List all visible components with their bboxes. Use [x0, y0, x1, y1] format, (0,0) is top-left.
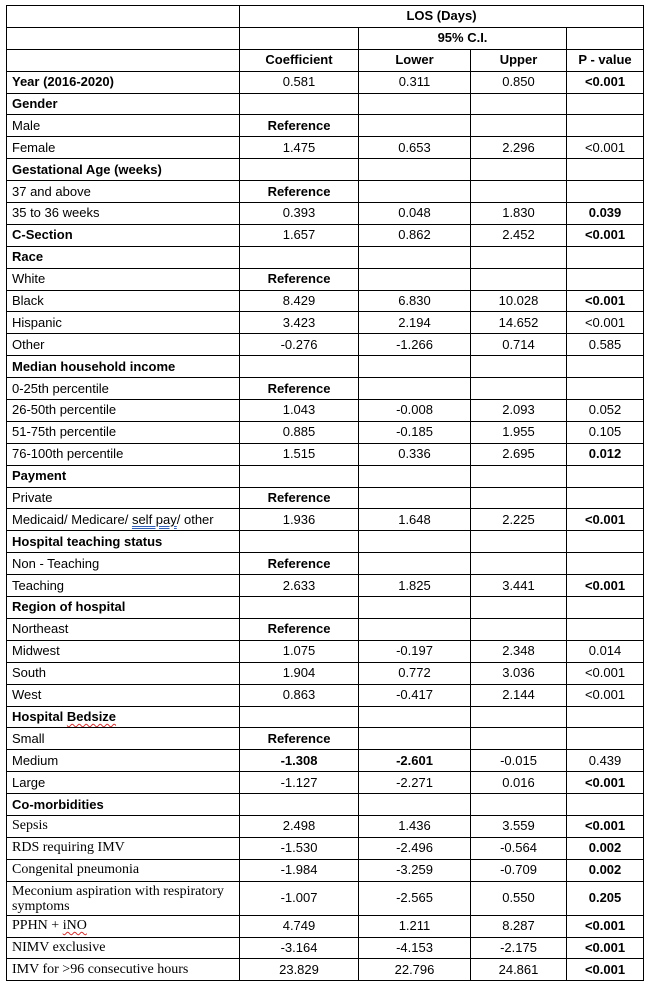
p-value-cell: 0.014 [567, 640, 644, 662]
upper-ci-cell [471, 597, 567, 619]
upper-ci-cell: 24.861 [471, 959, 567, 981]
coefficient-cell [240, 597, 359, 619]
p-value-cell: 0.205 [567, 881, 644, 915]
proofing-marked-word: self pay [131, 511, 177, 527]
coefficient-cell: Reference [240, 487, 359, 509]
proofing-marked-word: iNO [62, 918, 87, 934]
header-empty-cell [7, 6, 240, 28]
lower-ci-cell: 1.648 [359, 509, 471, 531]
los-regression-table [6, 5, 644, 981]
row-label [7, 915, 240, 937]
row-label: Gender [7, 93, 240, 115]
row-label: Female [7, 137, 240, 159]
table-row [7, 815, 644, 837]
p-value-cell: 0.439 [567, 750, 644, 772]
table-body [7, 6, 644, 981]
p-value-cell: <0.001 [567, 575, 644, 597]
p-value-cell: <0.001 [567, 224, 644, 246]
lower-ci-cell [359, 487, 471, 509]
coefficient-cell: 2.633 [240, 575, 359, 597]
upper-ci-cell [471, 553, 567, 575]
coefficient-cell: 0.885 [240, 421, 359, 443]
p-value-cell [567, 597, 644, 619]
row-label: 51-75th percentile [7, 421, 240, 443]
lower-ci-cell [359, 115, 471, 137]
lower-ci-cell: 0.311 [359, 71, 471, 93]
upper-ci-cell [471, 93, 567, 115]
upper-ci-cell [471, 618, 567, 640]
coefficient-cell [240, 356, 359, 378]
table-row [7, 312, 644, 334]
coefficient-cell: -1.127 [240, 772, 359, 794]
table-row [7, 93, 644, 115]
p-value-cell [567, 246, 644, 268]
p-value-cell [567, 728, 644, 750]
row-label: West [7, 684, 240, 706]
row-label: Year (2016-2020) [7, 71, 240, 93]
table-row [7, 837, 644, 859]
lower-ci-cell [359, 794, 471, 816]
coefficient-cell: 8.429 [240, 290, 359, 312]
lower-ci-cell: 0.048 [359, 203, 471, 225]
table-row [7, 246, 644, 268]
lower-ci-cell: -2.565 [359, 881, 471, 915]
p-value-cell: 0.012 [567, 443, 644, 465]
p-value-cell [567, 93, 644, 115]
coefficient-cell: 1.043 [240, 400, 359, 422]
lower-ci-cell: 2.194 [359, 312, 471, 334]
p-value-cell [567, 706, 644, 728]
upper-ci-cell: 0.714 [471, 334, 567, 356]
coefficient-cell: Reference [240, 553, 359, 575]
table-row [7, 159, 644, 181]
p-value-cell [567, 356, 644, 378]
coefficient-cell [240, 706, 359, 728]
table-row [7, 684, 644, 706]
upper-ci-cell: 2.296 [471, 137, 567, 159]
coefficient-cell: 0.863 [240, 684, 359, 706]
coefficient-cell: 23.829 [240, 959, 359, 981]
table-row [7, 553, 644, 575]
p-value-cell: <0.001 [567, 959, 644, 981]
upper-ci-cell: 2.695 [471, 443, 567, 465]
p-value-cell: <0.001 [567, 815, 644, 837]
coefficient-cell: 1.515 [240, 443, 359, 465]
p-value-cell: <0.001 [567, 915, 644, 937]
upper-ci-cell: 2.144 [471, 684, 567, 706]
table-row [7, 378, 644, 400]
upper-ci-cell: 8.287 [471, 915, 567, 937]
coefficient-cell: 1.475 [240, 137, 359, 159]
row-label-text: PPHN + [12, 918, 63, 934]
coefficient-cell: 1.904 [240, 662, 359, 684]
table-row [7, 728, 644, 750]
coefficient-cell: 1.936 [240, 509, 359, 531]
p-value-cell: <0.001 [567, 937, 644, 959]
p-value-cell: <0.001 [567, 71, 644, 93]
coefficient-cell: -0.276 [240, 334, 359, 356]
p-value-cell: <0.001 [567, 662, 644, 684]
row-label: Non - Teaching [7, 553, 240, 575]
table-row [7, 597, 644, 619]
upper-ci-cell: 3.441 [471, 575, 567, 597]
row-label: NIMV exclusive [7, 937, 240, 959]
upper-ci-cell: 0.016 [471, 772, 567, 794]
p-value-cell [567, 378, 644, 400]
lower-ci-cell [359, 531, 471, 553]
upper-ci-cell: 1.955 [471, 421, 567, 443]
coefficient-header: Coefficient [240, 49, 359, 71]
row-label: Black [7, 290, 240, 312]
table-row [7, 618, 644, 640]
upper-ci-cell: 10.028 [471, 290, 567, 312]
row-label-text: Hospital [12, 708, 67, 724]
row-label: South [7, 662, 240, 684]
upper-ci-cell [471, 356, 567, 378]
coefficient-cell: Reference [240, 378, 359, 400]
upper-ci-cell: -0.564 [471, 837, 567, 859]
lower-ci-cell [359, 93, 471, 115]
lower-ci-cell: -3.259 [359, 859, 471, 881]
row-label: RDS requiring IMV [7, 837, 240, 859]
row-label: Sepsis [7, 815, 240, 837]
coefficient-cell: 1.075 [240, 640, 359, 662]
lower-ci-cell [359, 246, 471, 268]
upper-ci-cell [471, 728, 567, 750]
table-row [7, 487, 644, 509]
lower-ci-cell: -2.496 [359, 837, 471, 859]
coefficient-cell: 0.393 [240, 203, 359, 225]
row-label: Co-morbidities [7, 794, 240, 816]
upper-ci-cell: -0.709 [471, 859, 567, 881]
p-value-header: P - value [567, 49, 644, 71]
row-label: Medium [7, 750, 240, 772]
coefficient-cell: 1.657 [240, 224, 359, 246]
lower-ci-cell: -2.601 [359, 750, 471, 772]
upper-ci-cell: 2.225 [471, 509, 567, 531]
coefficient-cell: -1.530 [240, 837, 359, 859]
table-row [7, 706, 644, 728]
table-row [7, 662, 644, 684]
coefficient-cell [240, 531, 359, 553]
row-label [7, 509, 240, 531]
lower-ci-cell: 22.796 [359, 959, 471, 981]
coefficient-cell: 3.423 [240, 312, 359, 334]
p-value-cell [567, 268, 644, 290]
table-row [7, 224, 644, 246]
lower-ci-cell: 0.653 [359, 137, 471, 159]
table-row [7, 421, 644, 443]
row-label: Large [7, 772, 240, 794]
upper-ci-cell: 2.348 [471, 640, 567, 662]
coefficient-cell [240, 246, 359, 268]
table-row [7, 181, 644, 203]
header-empty-cell [7, 27, 240, 49]
upper-ci-cell: 3.559 [471, 815, 567, 837]
table-row [7, 915, 644, 937]
coefficient-cell: Reference [240, 728, 359, 750]
table-row [7, 290, 644, 312]
lower-ci-cell [359, 378, 471, 400]
p-value-cell [567, 487, 644, 509]
row-label: Gestational Age (weeks) [7, 159, 240, 181]
header-empty-cell [567, 27, 644, 49]
header-row-columns [7, 49, 644, 71]
lower-ci-cell: 6.830 [359, 290, 471, 312]
row-label: Private [7, 487, 240, 509]
upper-ci-cell: 1.830 [471, 203, 567, 225]
coefficient-cell: -1.007 [240, 881, 359, 915]
ci-header: 95% C.I. [359, 27, 567, 49]
table-row [7, 959, 644, 981]
row-label: Male [7, 115, 240, 137]
coefficient-cell: Reference [240, 618, 359, 640]
lower-ci-cell [359, 618, 471, 640]
row-label: Meconium aspiration with respiratory symptoms [7, 881, 240, 915]
coefficient-cell [240, 794, 359, 816]
lower-ci-cell: -1.266 [359, 334, 471, 356]
row-label: Hispanic [7, 312, 240, 334]
lower-ci-cell [359, 465, 471, 487]
row-label: 26-50th percentile [7, 400, 240, 422]
lower-ci-cell [359, 553, 471, 575]
p-value-cell [567, 181, 644, 203]
p-value-cell: 0.052 [567, 400, 644, 422]
table-row [7, 509, 644, 531]
upper-ci-cell [471, 159, 567, 181]
row-label: Other [7, 334, 240, 356]
table-row [7, 859, 644, 881]
row-label: 0-25th percentile [7, 378, 240, 400]
row-label: Teaching [7, 575, 240, 597]
lower-ci-cell [359, 159, 471, 181]
coefficient-cell: Reference [240, 181, 359, 203]
upper-ci-cell [471, 115, 567, 137]
table-row [7, 356, 644, 378]
table-row [7, 115, 644, 137]
table-row [7, 203, 644, 225]
coefficient-cell: 0.581 [240, 71, 359, 93]
coefficient-cell [240, 465, 359, 487]
table-row [7, 772, 644, 794]
table-row [7, 71, 644, 93]
upper-ci-cell [471, 268, 567, 290]
upper-ci-cell [471, 487, 567, 509]
row-label: Region of hospital [7, 597, 240, 619]
p-value-cell: 0.002 [567, 837, 644, 859]
p-value-cell [567, 115, 644, 137]
table-row [7, 465, 644, 487]
table-row [7, 334, 644, 356]
lower-ci-cell: -0.185 [359, 421, 471, 443]
p-value-cell: <0.001 [567, 312, 644, 334]
table-row [7, 531, 644, 553]
table-row [7, 443, 644, 465]
upper-ci-cell: 3.036 [471, 662, 567, 684]
los-days-header: LOS (Days) [240, 6, 644, 28]
p-value-cell: <0.001 [567, 509, 644, 531]
p-value-cell [567, 618, 644, 640]
proofing-marked-word: Bedsize [66, 708, 117, 724]
header-empty-cell [7, 49, 240, 71]
lower-ci-cell [359, 728, 471, 750]
p-value-cell [567, 159, 644, 181]
coefficient-cell: Reference [240, 268, 359, 290]
lower-ci-cell: -4.153 [359, 937, 471, 959]
table-row [7, 268, 644, 290]
row-label: Hospital teaching status [7, 531, 240, 553]
upper-ci-cell: -0.015 [471, 750, 567, 772]
p-value-cell: <0.001 [567, 137, 644, 159]
lower-ci-cell [359, 356, 471, 378]
header-row-ci [7, 27, 644, 49]
upper-header: Upper [471, 49, 567, 71]
p-value-cell: <0.001 [567, 684, 644, 706]
lower-ci-cell: -0.417 [359, 684, 471, 706]
p-value-cell: <0.001 [567, 290, 644, 312]
row-label: IMV for >96 consecutive hours [7, 959, 240, 981]
header-empty-cell [240, 27, 359, 49]
lower-ci-cell: 0.772 [359, 662, 471, 684]
lower-ci-cell: 1.436 [359, 815, 471, 837]
table-row [7, 575, 644, 597]
row-label [7, 706, 240, 728]
upper-ci-cell: 2.452 [471, 224, 567, 246]
header-row-group [7, 6, 644, 28]
row-label: Midwest [7, 640, 240, 662]
table-row [7, 794, 644, 816]
lower-ci-cell: 0.862 [359, 224, 471, 246]
lower-ci-cell: -0.008 [359, 400, 471, 422]
lower-ci-cell [359, 181, 471, 203]
upper-ci-cell [471, 794, 567, 816]
lower-header: Lower [359, 49, 471, 71]
p-value-cell: 0.585 [567, 334, 644, 356]
p-value-cell: 0.105 [567, 421, 644, 443]
lower-ci-cell: -2.271 [359, 772, 471, 794]
coefficient-cell: -1.984 [240, 859, 359, 881]
upper-ci-cell [471, 181, 567, 203]
coefficient-cell [240, 159, 359, 181]
lower-ci-cell [359, 597, 471, 619]
upper-ci-cell: 0.850 [471, 71, 567, 93]
lower-ci-cell: 0.336 [359, 443, 471, 465]
upper-ci-cell [471, 246, 567, 268]
lower-ci-cell: -0.197 [359, 640, 471, 662]
row-label: 35 to 36 weeks [7, 203, 240, 225]
p-value-cell [567, 553, 644, 575]
row-label: Northeast [7, 618, 240, 640]
coefficient-cell: Reference [240, 115, 359, 137]
row-label: C-Section [7, 224, 240, 246]
table-row [7, 640, 644, 662]
coefficient-cell: -1.308 [240, 750, 359, 772]
coefficient-cell: -3.164 [240, 937, 359, 959]
upper-ci-cell: -2.175 [471, 937, 567, 959]
coefficient-cell: 4.749 [240, 915, 359, 937]
p-value-cell: 0.002 [567, 859, 644, 881]
row-label-text: Medicaid/ Medicare/ [12, 511, 132, 527]
coefficient-cell [240, 93, 359, 115]
lower-ci-cell [359, 268, 471, 290]
row-label: 37 and above [7, 181, 240, 203]
lower-ci-cell: 1.825 [359, 575, 471, 597]
row-label: White [7, 268, 240, 290]
table-row [7, 400, 644, 422]
lower-ci-cell: 1.211 [359, 915, 471, 937]
p-value-cell: <0.001 [567, 772, 644, 794]
upper-ci-cell: 2.093 [471, 400, 567, 422]
upper-ci-cell [471, 465, 567, 487]
row-label: Median household income [7, 356, 240, 378]
table-row [7, 137, 644, 159]
p-value-cell: 0.039 [567, 203, 644, 225]
p-value-cell [567, 794, 644, 816]
p-value-cell [567, 465, 644, 487]
table-row [7, 750, 644, 772]
table-row [7, 881, 644, 915]
row-label: Payment [7, 465, 240, 487]
row-label: 76-100th percentile [7, 443, 240, 465]
row-label: Congenital pneumonia [7, 859, 240, 881]
upper-ci-cell [471, 378, 567, 400]
row-label: Race [7, 246, 240, 268]
upper-ci-cell: 14.652 [471, 312, 567, 334]
row-label: Small [7, 728, 240, 750]
p-value-cell [567, 531, 644, 553]
upper-ci-cell: 0.550 [471, 881, 567, 915]
row-label-text: / other [176, 511, 214, 527]
lower-ci-cell [359, 706, 471, 728]
upper-ci-cell [471, 531, 567, 553]
upper-ci-cell [471, 706, 567, 728]
coefficient-cell: 2.498 [240, 815, 359, 837]
